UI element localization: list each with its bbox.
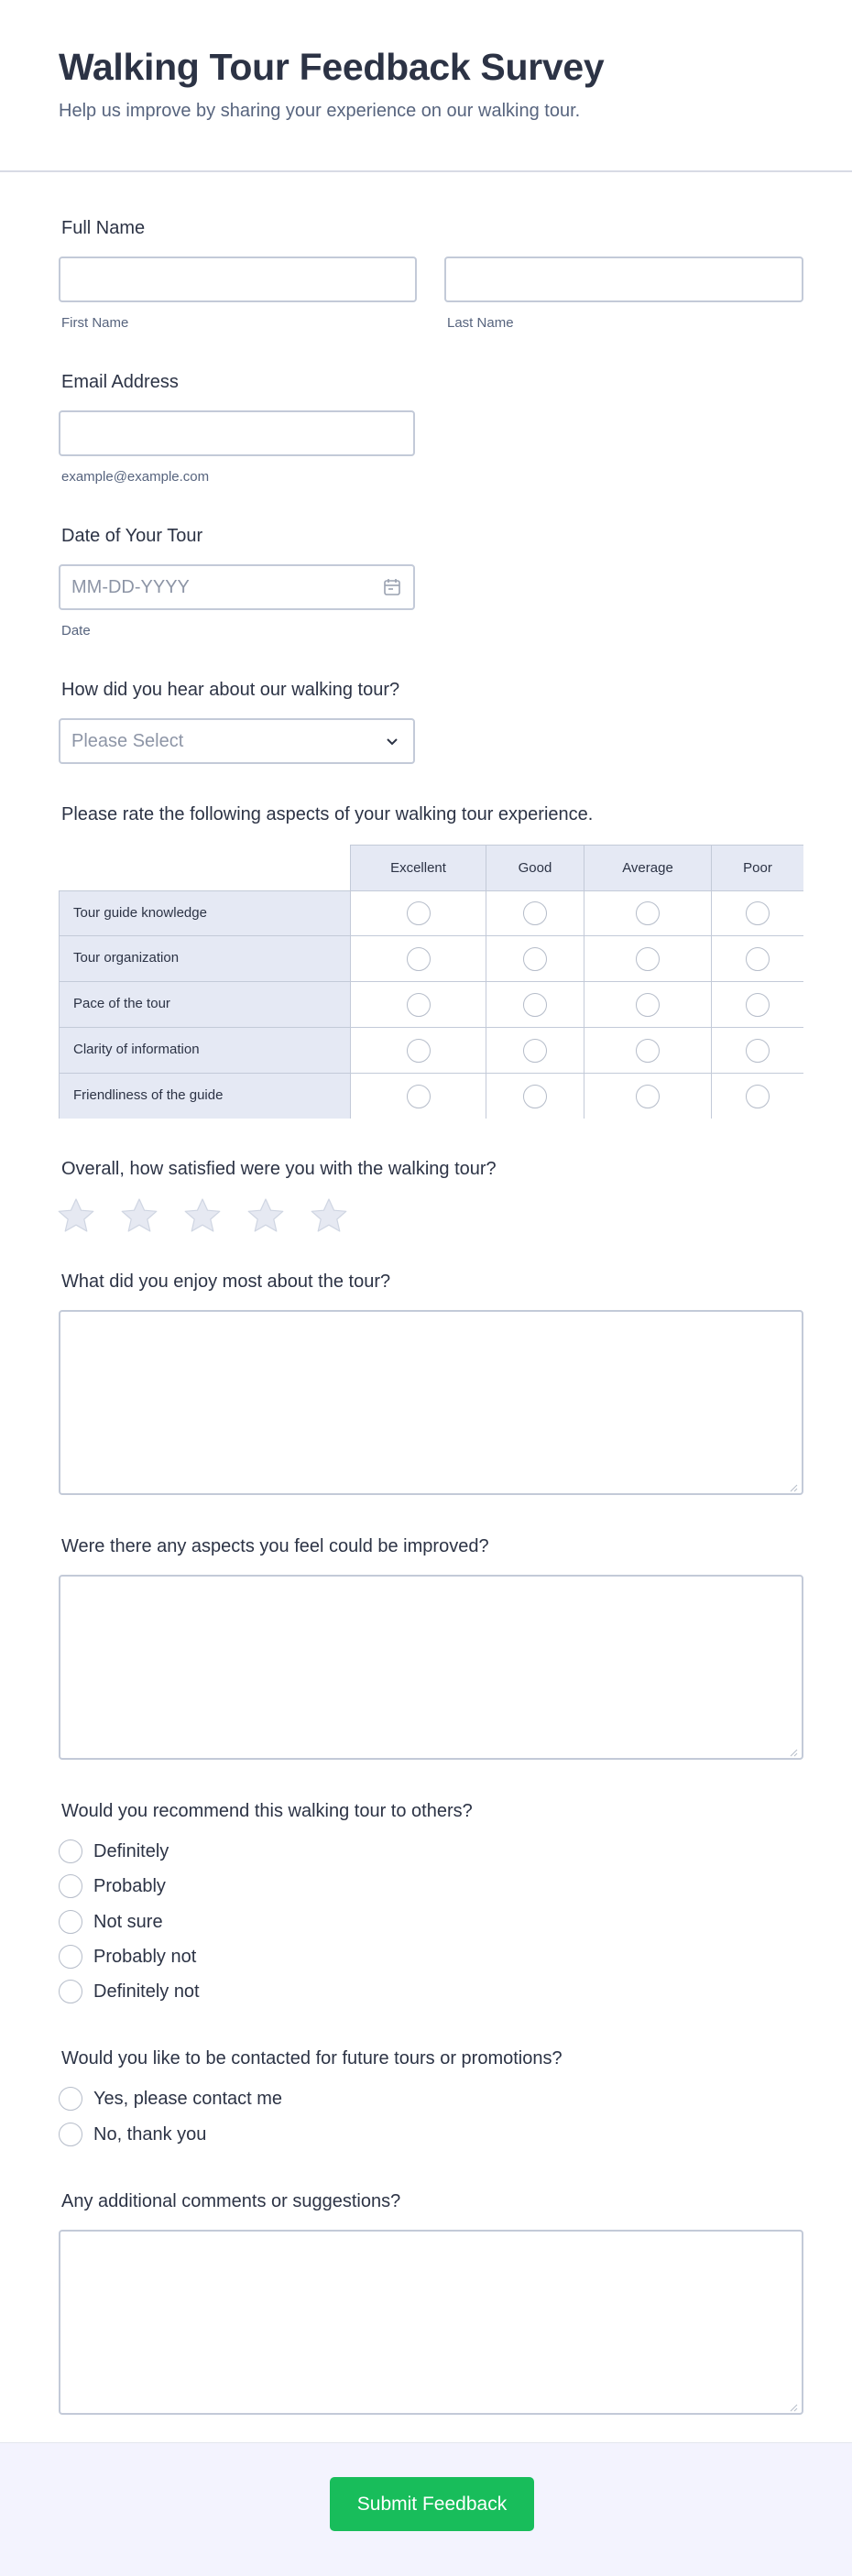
source-label: How did you hear about our walking tour? xyxy=(61,680,400,700)
resize-handle-icon[interactable] xyxy=(789,2400,798,2409)
star-icon[interactable] xyxy=(246,1197,285,1234)
matrix-row-organization: Tour organization xyxy=(59,935,350,981)
matrix-row-friendliness: Friendliness of the guide xyxy=(59,1073,350,1119)
radio-button[interactable] xyxy=(523,1039,547,1063)
email-sublabel: example@example.com xyxy=(61,469,210,485)
radio-button[interactable] xyxy=(407,993,431,1017)
radio-button[interactable] xyxy=(407,947,431,971)
enjoy-textarea[interactable] xyxy=(59,1310,803,1495)
matrix-row-guide-knowledge: Tour guide knowledge xyxy=(59,890,350,935)
radio-button[interactable] xyxy=(523,1085,547,1108)
form-title: Walking Tour Feedback Survey xyxy=(59,46,605,88)
matrix-cell[interactable] xyxy=(584,935,711,981)
radio-button[interactable] xyxy=(746,1039,770,1063)
radio-button[interactable] xyxy=(59,2087,82,2111)
comments-textarea[interactable] xyxy=(59,2230,803,2415)
matrix-cell[interactable] xyxy=(486,890,584,935)
radio-button[interactable] xyxy=(636,901,660,925)
email-input[interactable] xyxy=(59,410,415,456)
matrix-col-excellent: Excellent xyxy=(350,845,486,890)
radio-button[interactable] xyxy=(59,1980,82,2003)
matrix-cell[interactable] xyxy=(711,1027,803,1073)
radio-button[interactable] xyxy=(746,947,770,971)
radio-button[interactable] xyxy=(636,947,660,971)
form-subtitle: Help us improve by sharing your experience on our walking tour. xyxy=(59,101,581,121)
radio-button[interactable] xyxy=(59,2123,82,2146)
source-select[interactable]: Please Select xyxy=(59,718,415,764)
tour-date-sublabel: Date xyxy=(61,623,91,639)
matrix-cell[interactable] xyxy=(486,1073,584,1119)
radio-button[interactable] xyxy=(746,993,770,1017)
form-header xyxy=(0,0,852,172)
matrix-row-pace: Pace of the tour xyxy=(59,981,350,1027)
tour-date-input[interactable]: MM-DD-YYYY xyxy=(59,564,415,610)
enjoy-label: What did you enjoy most about the tour? xyxy=(61,1272,391,1292)
resize-handle-icon[interactable] xyxy=(789,1480,798,1490)
submit-button[interactable]: Submit Feedback xyxy=(330,2477,534,2531)
matrix-col-good: Good xyxy=(486,845,584,890)
rating-matrix xyxy=(59,845,803,1119)
radio-button[interactable] xyxy=(59,1874,82,1898)
radio-button[interactable] xyxy=(746,901,770,925)
radio-button[interactable] xyxy=(523,947,547,971)
radio-button[interactable] xyxy=(636,1039,660,1063)
radio-button[interactable] xyxy=(523,901,547,925)
matrix-cell[interactable] xyxy=(486,1027,584,1073)
matrix-col-poor: Poor xyxy=(711,845,803,890)
matrix-col-average: Average xyxy=(584,845,711,890)
matrix-cell[interactable] xyxy=(711,935,803,981)
matrix-cell[interactable] xyxy=(486,935,584,981)
radio-button[interactable] xyxy=(407,1085,431,1108)
improve-textarea[interactable] xyxy=(59,1575,803,1760)
last-name-sublabel: Last Name xyxy=(447,315,514,331)
first-name-input[interactable] xyxy=(59,257,417,302)
matrix-cell[interactable] xyxy=(350,981,486,1027)
matrix-cell[interactable] xyxy=(584,1073,711,1119)
star-icon[interactable] xyxy=(183,1197,222,1234)
recommend-label: Would you recommend this walking tour to others? xyxy=(61,1801,473,1821)
improve-label: Were there any aspects you feel could be improved? xyxy=(61,1536,489,1556)
radio-button[interactable] xyxy=(59,1910,82,1934)
matrix-cell[interactable] xyxy=(350,890,486,935)
resize-handle-icon[interactable] xyxy=(789,1745,798,1754)
calendar-icon[interactable] xyxy=(382,577,402,597)
radio-button[interactable] xyxy=(407,1039,431,1063)
radio-button[interactable] xyxy=(59,1839,82,1863)
radio-button[interactable] xyxy=(636,993,660,1017)
contact-label: Would you like to be contacted for future tours or promotions? xyxy=(61,2048,563,2068)
first-name-sublabel: First Name xyxy=(61,315,129,331)
radio-button[interactable] xyxy=(407,901,431,925)
radio-button[interactable] xyxy=(523,993,547,1017)
matrix-cell[interactable] xyxy=(350,935,486,981)
last-name-input[interactable] xyxy=(444,257,803,302)
matrix-cell[interactable] xyxy=(711,1073,803,1119)
radio-button[interactable] xyxy=(746,1085,770,1108)
star-icon[interactable] xyxy=(57,1197,95,1234)
radio-button[interactable] xyxy=(59,1945,82,1969)
chevron-down-icon xyxy=(382,731,402,751)
comments-label: Any additional comments or suggestions? xyxy=(61,2191,401,2211)
rating-matrix-label: Please rate the following aspects of your walking tour experience. xyxy=(61,804,594,824)
matrix-row-clarity: Clarity of information xyxy=(59,1027,350,1073)
email-label: Email Address xyxy=(61,372,179,392)
full-name-label: Full Name xyxy=(61,218,146,238)
matrix-cell[interactable] xyxy=(350,1073,486,1119)
star-icon[interactable] xyxy=(310,1197,348,1234)
tour-date-label: Date of Your Tour xyxy=(61,526,203,546)
matrix-cell[interactable] xyxy=(584,1027,711,1073)
star-icon[interactable] xyxy=(120,1197,158,1234)
radio-button[interactable] xyxy=(636,1085,660,1108)
matrix-cell[interactable] xyxy=(711,890,803,935)
matrix-cell[interactable] xyxy=(350,1027,486,1073)
matrix-cell[interactable] xyxy=(486,981,584,1027)
matrix-cell[interactable] xyxy=(711,981,803,1027)
matrix-cell[interactable] xyxy=(584,890,711,935)
satisfaction-label: Overall, how satisfied were you with the walking tour? xyxy=(61,1159,497,1179)
matrix-cell[interactable] xyxy=(584,981,711,1027)
